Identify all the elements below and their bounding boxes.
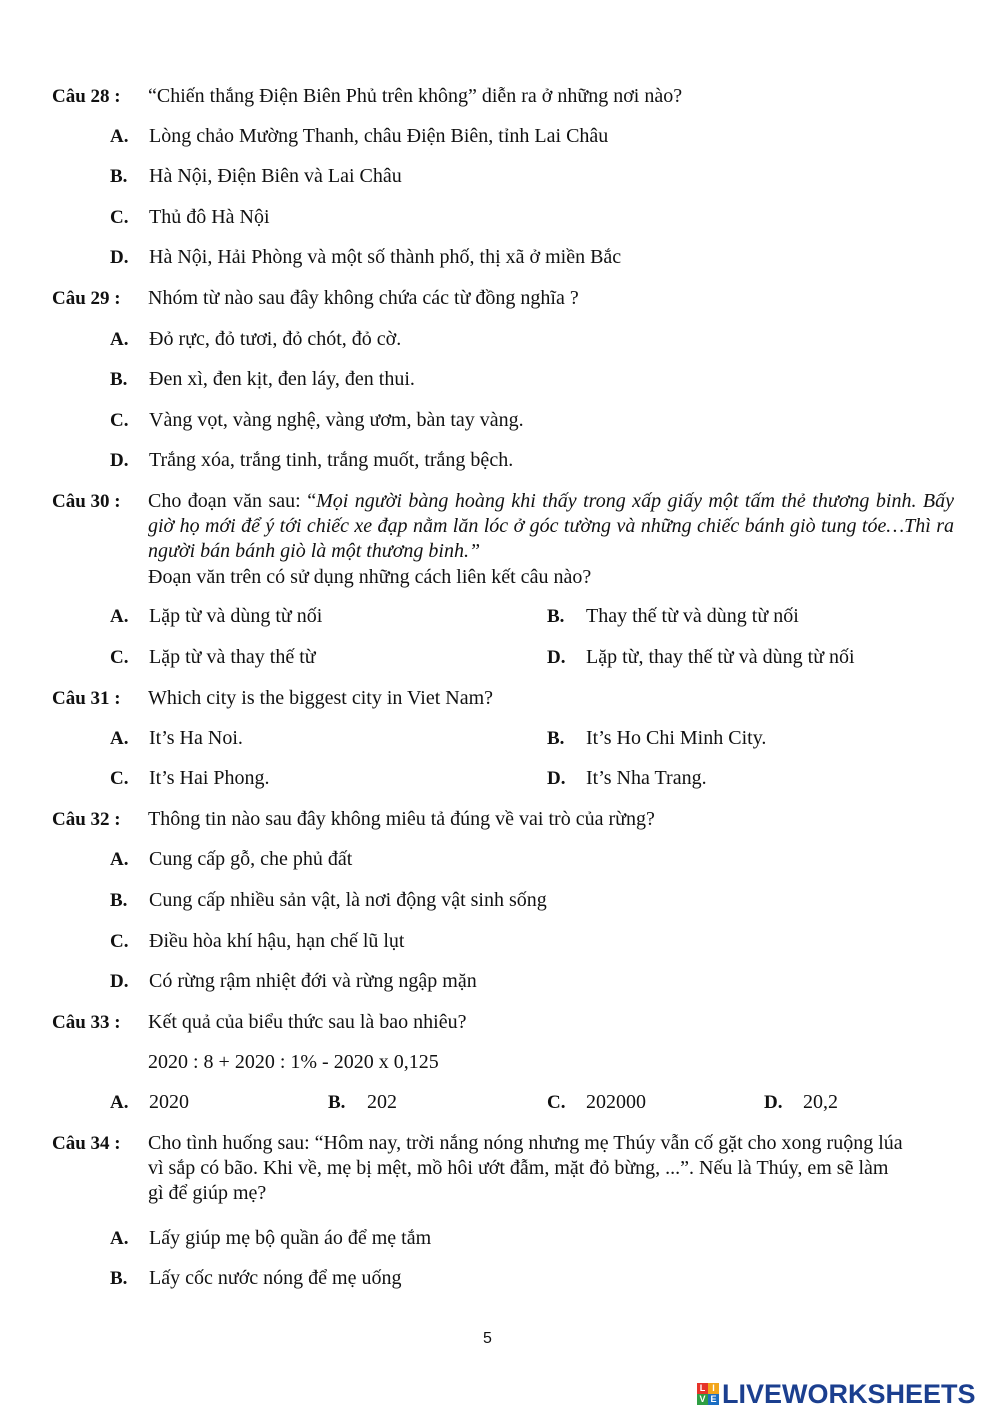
option-text: 2020 — [149, 1091, 189, 1113]
option-text: Lặp từ và dùng từ nối — [149, 605, 323, 627]
option-letter: B. — [328, 1092, 346, 1113]
option-text: Lấy cốc nước nóng để mẹ uống — [149, 1267, 402, 1289]
option-text: Thay thế từ và dùng từ nối — [586, 605, 799, 627]
option-text: Cung cấp gỗ, che phủ đất — [149, 848, 353, 870]
question-text: Cho tình huống sau: “Hôm nay, trời nắng nóng nhưng mẹ Thúy vẫn cố gặt cho xong ruộng lúa vì sắp có bão. Khi về, mẹ bị mệt, mồ hôi ướt đẫm, mặt đỏ bừng, ...”. Nếu là Thúy, em sẽ làm gì để giúp mẹ? — [148, 1132, 903, 1204]
question-label: Câu 28 : — [52, 86, 121, 107]
option-text: It’s Nha Trang. — [586, 767, 707, 789]
option-letter: C. — [110, 768, 129, 789]
option-text: Vàng vọt, vàng nghệ, vàng ươm, bàn tay vàng. — [149, 409, 524, 431]
option-letter: B. — [110, 166, 128, 187]
option-letter: A. — [110, 849, 129, 870]
question-text: Which city is the biggest city in Viet Nam? — [148, 687, 494, 709]
option-letter: A. — [110, 1228, 129, 1249]
question-label: Câu 30 : — [52, 491, 121, 512]
option-text: Hà Nội, Hải Phòng và một số thành phố, thị xã ở miền Bắc — [149, 246, 622, 268]
option-letter: C. — [110, 931, 129, 952]
option-text: Lặp từ, thay thế từ và dùng từ nối — [586, 646, 855, 668]
option-letter: A. — [110, 1092, 129, 1113]
option-text: It’s Ho Chi Minh City. — [586, 727, 767, 749]
option-letter: C. — [110, 647, 129, 668]
option-letter: D. — [110, 450, 129, 471]
option-letter: B. — [110, 1268, 128, 1289]
option-text: Đen xì, đen kịt, đen láy, đen thui. — [149, 368, 415, 390]
question-label: Câu 31 : — [52, 688, 121, 709]
option-letter: D. — [110, 247, 129, 268]
option-text: 202000 — [586, 1091, 646, 1113]
option-letter: A. — [110, 606, 129, 627]
option-letter: C. — [110, 410, 129, 431]
option-text: Thủ đô Hà Nội — [149, 206, 270, 228]
option-text: Lòng chảo Mường Thanh, châu Điện Biên, tỉnh Lai Châu — [149, 125, 609, 147]
logo-text: LIVEWORKSHEETS — [722, 1378, 976, 1409]
question-text: Nhóm từ nào sau đây không chứa các từ đồng nghĩa ? — [148, 287, 579, 309]
option-letter: A. — [110, 126, 129, 147]
logo-icon-cell: I — [708, 1383, 719, 1394]
option-letter: D. — [547, 647, 566, 668]
option-text: Đỏ rực, đỏ tươi, đỏ chót, đỏ cờ. — [149, 328, 402, 350]
option-text: Trắng xóa, trắng tinh, trắng muốt, trắng bệch. — [149, 449, 514, 471]
option-text: Điều hòa khí hậu, hạn chế lũ lụt — [149, 930, 405, 952]
question-text: Đoạn văn trên có sử dụng những cách liên kết câu nào? — [148, 566, 592, 588]
logo-icon-cell: V — [697, 1394, 708, 1405]
option-letter: A. — [110, 329, 129, 350]
logo-icon-cell: E — [708, 1394, 719, 1405]
question-passage — [148, 489, 954, 564]
option-letter: B. — [547, 606, 565, 627]
option-text: Cung cấp nhiều sản vật, là nơi động vật sinh sống — [149, 889, 547, 911]
liveworksheets-logo[interactable] — [697, 1380, 976, 1408]
option-letter: D. — [547, 768, 566, 789]
option-letter: A. — [110, 728, 129, 749]
question-text: Thông tin nào sau đây không miêu tả đúng về vai trò của rừng? — [148, 808, 655, 830]
option-text: It’s Ha Noi. — [149, 727, 243, 749]
quoted-passage: Mọi người bàng hoàng khi thấy trong xấp giấy một tấm thẻ thương binh. Bấy giờ họ mới để ý tới chiếc xe đạp nằm lăn lóc ở góc tường và những chiếc bánh giò tung tóe…Thì ra người bán bánh giò là một thương binh.” — [148, 490, 955, 562]
option-text: 202 — [367, 1091, 397, 1113]
option-text: Lặp từ và thay thế từ — [149, 646, 316, 668]
option-letter: B. — [547, 728, 565, 749]
option-text: Lấy giúp mẹ bộ quần áo để mẹ tắm — [149, 1227, 432, 1249]
option-text: Hà Nội, Điện Biên và Lai Châu — [149, 165, 402, 187]
option-letter: B. — [110, 369, 128, 390]
option-text: It’s Hai Phong. — [149, 767, 270, 789]
logo-icon-cell: L — [697, 1383, 708, 1394]
option-letter: C. — [547, 1092, 566, 1113]
option-letter: C. — [110, 207, 129, 228]
option-letter: D. — [110, 971, 129, 992]
question-label: Câu 32 : — [52, 809, 121, 830]
question-text: Kết quả của biểu thức sau là bao nhiêu? — [148, 1011, 467, 1033]
option-text: 20,2 — [803, 1091, 838, 1113]
question-label: Câu 33 : — [52, 1012, 121, 1033]
option-letter: B. — [110, 890, 128, 911]
question-label: Câu 34 : — [52, 1133, 121, 1154]
question-text: Cho đoạn văn sau: “ — [148, 490, 317, 512]
math-expression: 2020 : 8 + 2020 : 1% - 2020 x 0,125 — [148, 1051, 439, 1073]
page-number: 5 — [483, 1330, 492, 1347]
question-label: Câu 29 : — [52, 288, 121, 309]
option-text: Có rừng rậm nhiệt đới và rừng ngập mặn — [149, 970, 477, 992]
liveworksheets-logo-icon — [697, 1383, 719, 1405]
option-letter: D. — [764, 1092, 783, 1113]
question-text: “Chiến thắng Điện Biên Phủ trên không” diễn ra ở những nơi nào? — [148, 85, 683, 107]
